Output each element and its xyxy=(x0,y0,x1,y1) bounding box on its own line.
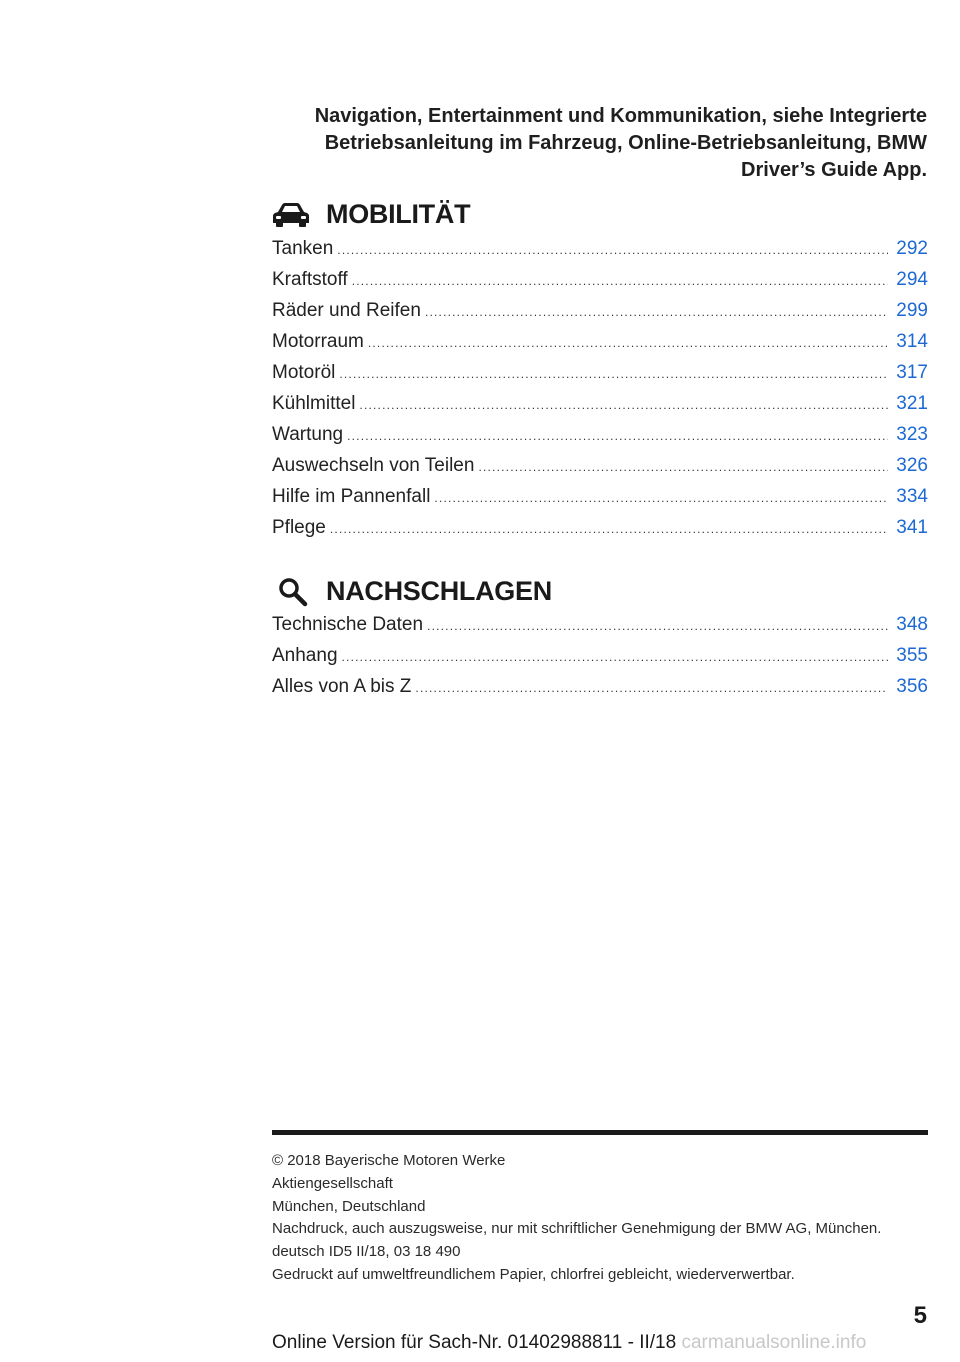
car-icon xyxy=(272,200,312,230)
toc-page-link[interactable]: 314 xyxy=(896,331,928,352)
toc-page-link[interactable]: 348 xyxy=(896,614,928,635)
toc-page-link[interactable]: 321 xyxy=(896,393,928,414)
intro-line: Navigation, Entertainment und Kommunikation, siehe Integrierte xyxy=(314,105,927,127)
section-title: MOBILITÄT xyxy=(326,199,471,229)
leader-dots xyxy=(478,460,888,474)
footer xyxy=(272,1332,866,1354)
toc-entry-title: Pflege xyxy=(272,517,326,538)
toc-entry-title: Motoröl xyxy=(272,362,336,383)
leader-dots xyxy=(342,650,889,664)
toc-entry[interactable] xyxy=(272,614,928,645)
toc-entry-title: Tanken xyxy=(272,238,334,259)
imprint-divider xyxy=(272,1130,928,1135)
toc-entry-title: Räder und Reifen xyxy=(272,300,421,321)
toc-entry-title: Hilfe im Pannenfall xyxy=(272,486,431,507)
toc-entry-title: Auswechseln von Teilen xyxy=(272,455,475,476)
imprint-line: Aktiengesellschaft xyxy=(272,1174,393,1192)
toc-entry[interactable] xyxy=(272,424,928,455)
section-title: NACHSCHLAGEN xyxy=(326,576,552,606)
toc-entry-title: Motorraum xyxy=(272,331,364,352)
toc-entry[interactable] xyxy=(272,517,928,548)
page-number: 5 xyxy=(913,1302,927,1329)
toc-entry-title: Wartung xyxy=(272,424,344,445)
toc-entry[interactable] xyxy=(272,269,928,300)
toc-page-link[interactable]: 326 xyxy=(896,455,928,476)
toc-list-reference xyxy=(272,614,928,707)
footer-text: Online Version für Sach-Nr. 01402988811 - II/18 xyxy=(272,1332,677,1353)
toc-entry[interactable] xyxy=(272,676,928,707)
watermark: carmanualsonline.info xyxy=(681,1332,867,1353)
imprint-block xyxy=(272,1150,932,1287)
toc-entry-title: Technische Daten xyxy=(272,614,424,635)
toc-entry[interactable] xyxy=(272,455,928,486)
intro-line: Betriebsanleitung im Fahrzeug, Online-Betriebsanleitung, BMW xyxy=(324,132,927,154)
leader-dots xyxy=(427,619,888,633)
section-heading-reference xyxy=(272,576,552,607)
search-icon xyxy=(272,577,312,607)
toc-entry[interactable] xyxy=(272,300,928,331)
toc-entry[interactable] xyxy=(272,393,928,424)
leader-dots xyxy=(434,491,888,505)
toc-page-link[interactable]: 334 xyxy=(896,486,928,507)
toc-entry-title: Anhang xyxy=(272,645,338,666)
imprint-line: München, Deutschland xyxy=(272,1197,426,1215)
leader-dots xyxy=(339,367,888,381)
toc-list-mobility xyxy=(272,238,928,548)
intro-line: Driver’s Guide App. xyxy=(741,159,927,181)
section-heading-mobility xyxy=(272,199,470,230)
toc-page-link[interactable]: 356 xyxy=(896,676,928,697)
toc-page-link[interactable]: 294 xyxy=(896,269,928,290)
toc-page-link[interactable]: 317 xyxy=(896,362,928,383)
toc-entry-title: Alles von A bis Z xyxy=(272,676,412,697)
toc-entry[interactable] xyxy=(272,331,928,362)
toc-entry[interactable] xyxy=(272,645,928,676)
leader-dots xyxy=(368,336,888,350)
leader-dots xyxy=(415,681,888,695)
leader-dots xyxy=(330,522,888,536)
leader-dots xyxy=(337,243,888,257)
toc-page-link[interactable]: 355 xyxy=(896,645,928,666)
leader-dots xyxy=(352,274,889,288)
imprint-line: © 2018 Bayerische Motoren Werke xyxy=(272,1152,506,1169)
toc-entry[interactable] xyxy=(272,486,928,517)
imprint-line: Nachdruck, auch auszugsweise, nur mit schriftlicher Genehmigung der BMW AG, München. xyxy=(272,1220,882,1238)
toc-entry[interactable] xyxy=(272,238,928,269)
toc-page-link[interactable]: 299 xyxy=(896,300,928,321)
toc-page-link[interactable]: 292 xyxy=(896,238,928,259)
imprint-line: deutsch ID5 II/18, 03 18 490 xyxy=(272,1243,461,1261)
toc-entry[interactable] xyxy=(272,362,928,393)
toc-entry-title: Kraftstoff xyxy=(272,269,348,290)
toc-entry-title: Kühlmittel xyxy=(272,393,356,414)
toc-page-link[interactable]: 323 xyxy=(896,424,928,445)
intro-note xyxy=(267,103,927,184)
toc-page-link[interactable]: 341 xyxy=(896,517,928,538)
leader-dots xyxy=(425,305,888,319)
imprint-line: Gedruckt auf umweltfreundlichem Papier, chlorfrei gebleicht, wiederverwertbar. xyxy=(272,1265,795,1283)
leader-dots xyxy=(347,429,888,443)
leader-dots xyxy=(359,398,888,412)
